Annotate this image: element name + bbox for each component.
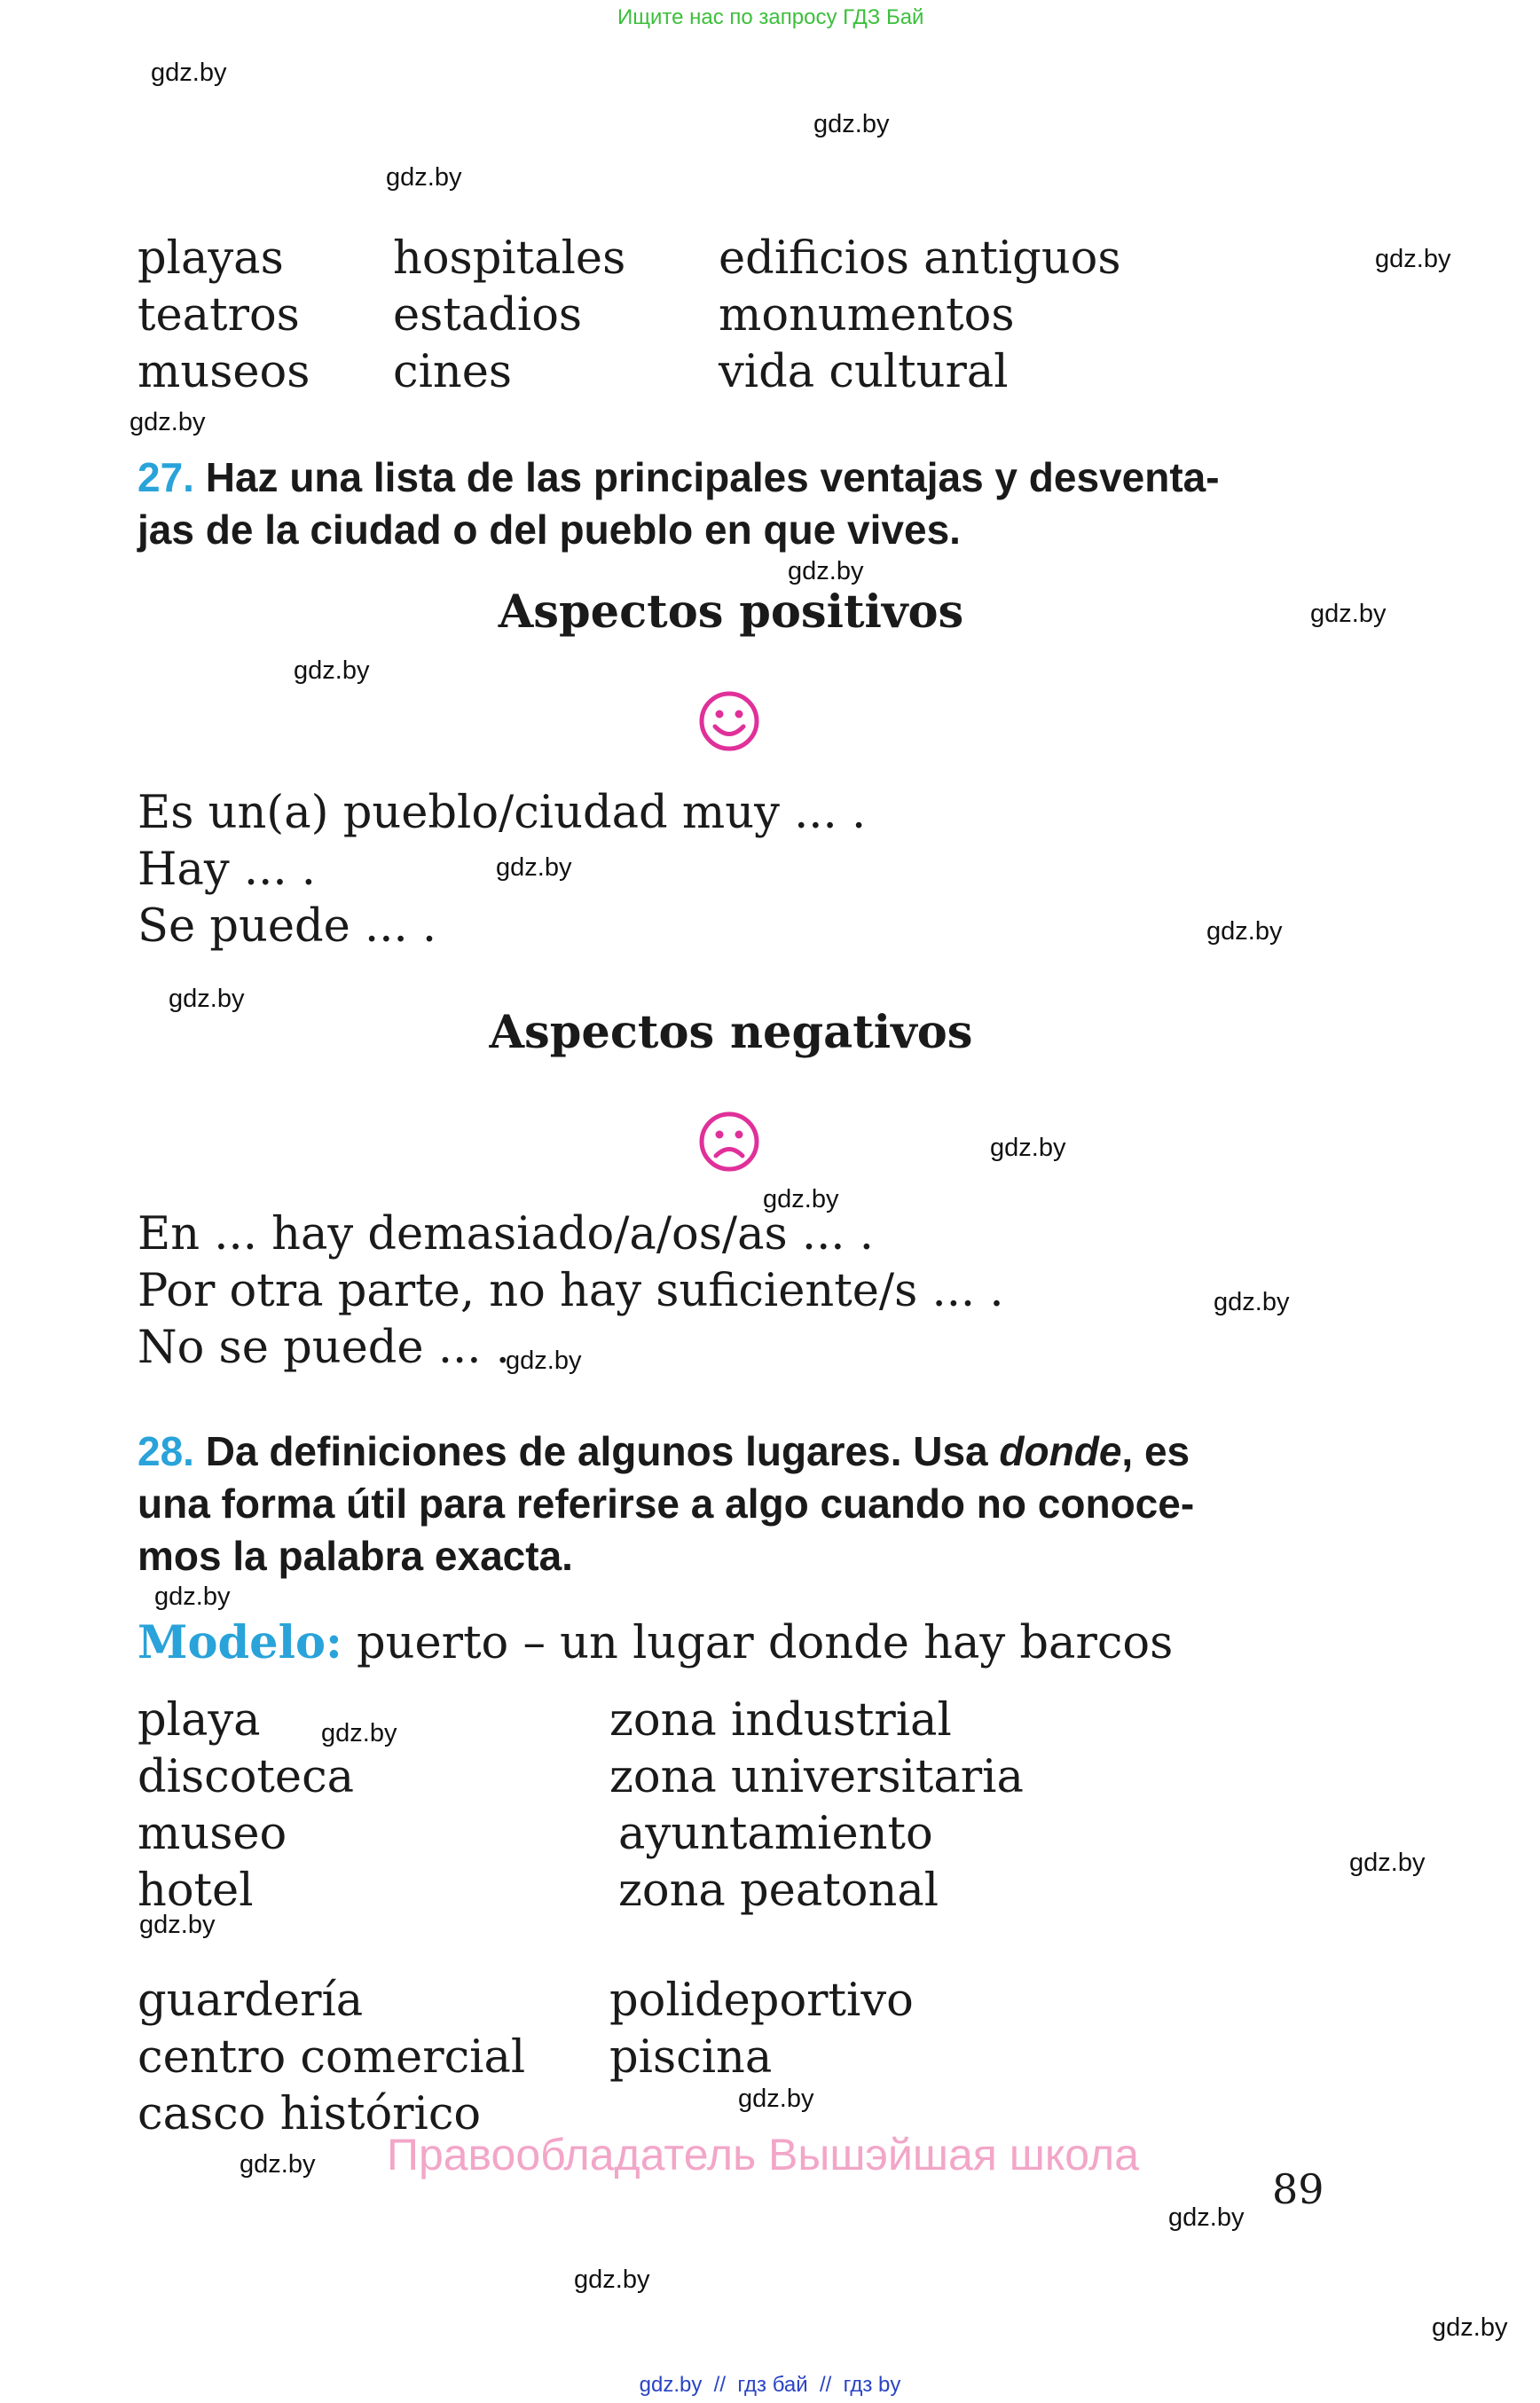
model-text: puerto – un lugar donde hay barcos — [342, 1617, 1174, 1669]
watermark: gdz.by — [130, 408, 206, 436]
watermark: gdz.by — [1349, 1849, 1426, 1877]
place-item: museo — [138, 1808, 287, 1860]
watermark: gdz.by — [169, 985, 245, 1013]
watermark: gdz.by — [763, 1185, 839, 1213]
watermark: gdz.by — [1214, 1288, 1290, 1316]
smiley-sad-icon — [698, 1111, 760, 1173]
positive-phrases — [138, 785, 866, 955]
watermark: gdz.by — [496, 853, 572, 882]
watermark: gdz.by — [574, 2266, 650, 2294]
watermark: gdz.by — [788, 557, 864, 585]
word-item: hospitales — [393, 232, 626, 285]
footer-links[interactable]: gdz.by // гдз бай // гдз by — [639, 2373, 901, 2397]
task-text: , es — [1121, 1428, 1190, 1474]
word-item: estadios — [393, 289, 583, 342]
task-text: mos la palabra exacta. — [138, 1533, 573, 1579]
rights-holder: Правообладатель Вышэйшая школа — [387, 2130, 1139, 2179]
place-item: polideportivo — [609, 1975, 914, 2027]
watermark: gdz.by — [1310, 600, 1387, 628]
phrase-line: No se puede ... . — [138, 1322, 510, 1374]
place-item: hotel — [138, 1865, 254, 1917]
task-27-instruction — [138, 452, 1220, 556]
task-text: Haz una lista de las principales ventajas y desventa- — [205, 454, 1220, 500]
task-text: una forma útil para referirse a algo cuando no conoce- — [138, 1480, 1195, 1527]
places-right-2 — [609, 1973, 914, 2086]
task-28-instruction — [138, 1425, 1194, 1582]
place-item: piscina — [609, 2031, 773, 2084]
place-item: guardería — [138, 1975, 364, 2027]
task-number: 28. — [138, 1428, 194, 1474]
watermark: gdz.by — [813, 110, 890, 138]
watermark: gdz.by — [139, 1911, 216, 1939]
place-item: zona universitaria — [609, 1751, 1024, 1803]
page-number: 89 — [1272, 2165, 1324, 2213]
smiley-happy-icon — [698, 690, 760, 752]
watermark: gdz.by — [386, 163, 462, 192]
places-left-2 — [138, 1973, 525, 2143]
places-left-1 — [138, 1692, 354, 1920]
phrase-line: Es un(a) pueblo/ciudad muy ... . — [138, 787, 867, 839]
watermark: gdz.by — [1432, 2313, 1508, 2342]
place-item: centro comercial — [138, 2031, 526, 2084]
word-item: playas — [138, 232, 284, 285]
negative-phrases — [138, 1206, 1004, 1377]
word-item: teatros — [138, 289, 300, 342]
phrase-line: En ... hay demasiado/a/os/as ... . — [138, 1208, 874, 1260]
watermark: gdz.by — [1375, 245, 1451, 273]
watermark: gdz.by — [1206, 917, 1283, 946]
top-note: Ищите нас по запросу ГДЗ Бай — [617, 5, 924, 29]
watermark: gdz.by — [506, 1347, 582, 1375]
watermark: gdz.by — [154, 1582, 231, 1611]
heading-negative: Aspectos negativos — [489, 1006, 973, 1059]
task-emphasis: donde — [999, 1428, 1122, 1474]
task-text: jas de la ciudad o del pueblo en que vives. — [138, 507, 961, 553]
phrase-line: Se puede ... . — [138, 900, 437, 953]
watermark: gdz.by — [151, 59, 227, 87]
watermark: gdz.by — [990, 1134, 1066, 1162]
task-number: 27. — [138, 454, 194, 500]
place-item: zona industrial — [609, 1694, 952, 1747]
phrase-line: Hay ... . — [138, 844, 316, 896]
place-item: casco histórico — [138, 2088, 482, 2140]
model-example — [138, 1614, 1173, 1672]
watermark: gdz.by — [240, 2150, 316, 2179]
place-item: ayuntamiento — [618, 1808, 933, 1860]
watermark: gdz.by — [738, 2085, 814, 2113]
word-item: museos — [138, 346, 310, 398]
watermark: gdz.by — [294, 656, 370, 685]
heading-positive: Aspectos positivos — [498, 585, 964, 639]
word-grid-col1 — [138, 231, 310, 401]
watermark: gdz.by — [321, 1719, 397, 1747]
word-item: edificios antiguos — [719, 232, 1121, 285]
word-item: vida cultural — [719, 346, 1009, 398]
word-grid-col3 — [719, 231, 1121, 401]
place-item: zona peatonal — [618, 1865, 939, 1917]
watermark: gdz.by — [1168, 2203, 1245, 2232]
place-item: playa — [138, 1694, 261, 1747]
place-item: discoteca — [138, 1751, 355, 1803]
word-item: cines — [393, 346, 513, 398]
word-grid-col2 — [393, 231, 625, 401]
task-text: Da definiciones de algunos lugares. Usa — [205, 1428, 1000, 1474]
model-label: Modelo: — [138, 1616, 342, 1669]
phrase-line: Por otra parte, no hay suficiente/s ... . — [138, 1265, 1004, 1317]
places-right-1 — [609, 1692, 1024, 1920]
word-item: monumentos — [719, 289, 1015, 342]
